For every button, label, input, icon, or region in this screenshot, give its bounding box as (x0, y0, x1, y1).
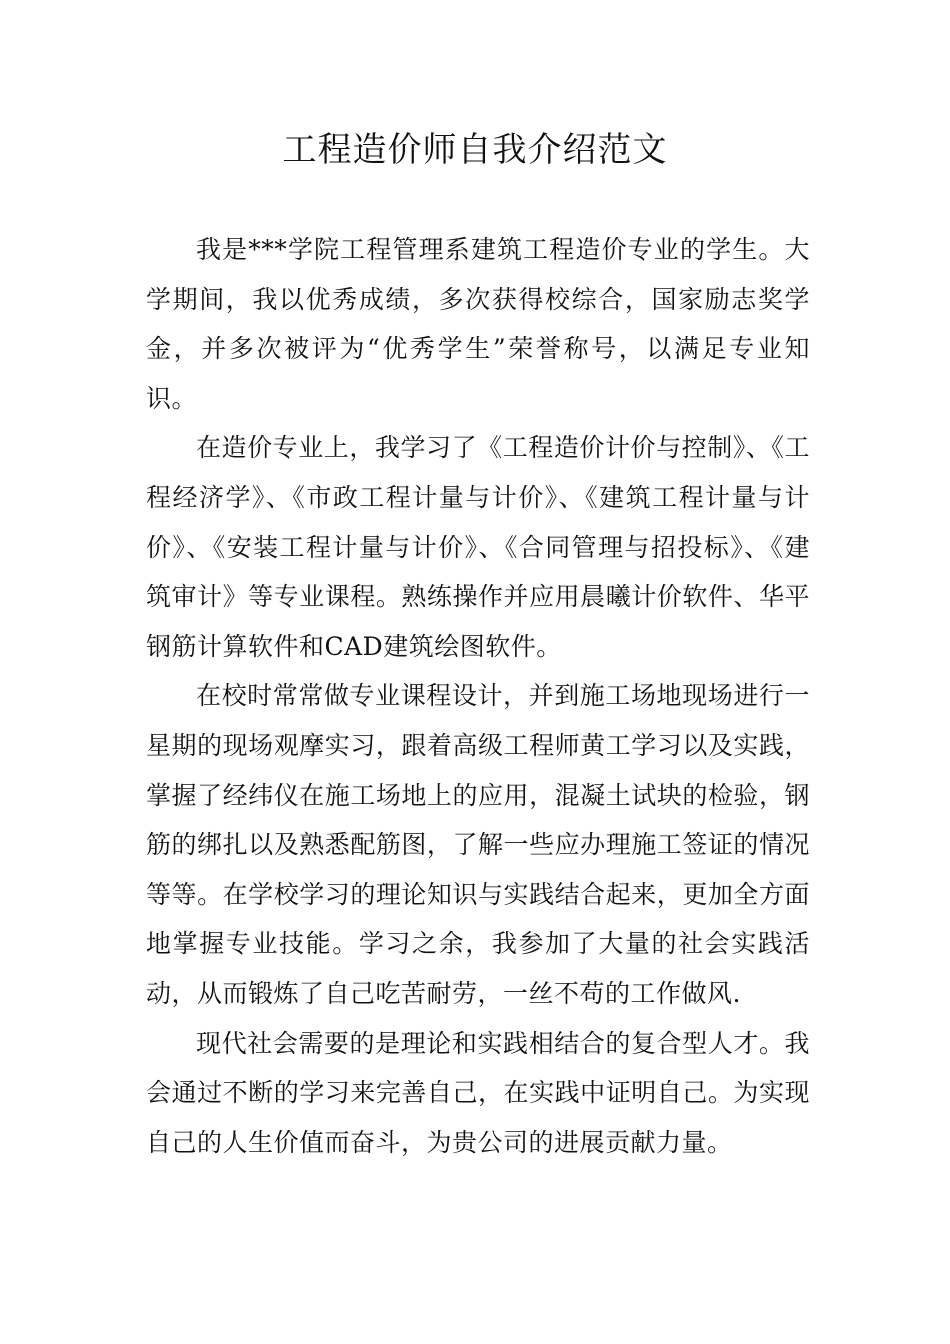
document-title: 工程造价师自我介绍范文 (282, 130, 668, 170)
paragraph-introduction: 我是***学院工程管理系建筑工程造价专业的学生。大学期间，我以优秀成绩，多次获得校综合，国家励志奖学金，并多次被评为“优秀学生”荣誉称号，以满足专业知识。 (146, 235, 810, 413)
document-body (146, 225, 810, 1167)
paragraph-courses: 在造价专业上，我学习了《工程造价计价与控制》、《工程经济学》、《市政工程计量与计价》、《建筑工程计量与计价》、《安装工程计量与计价》、《合同管理与招投标》、《建筑审计》等专业课程。熟练操作并应用晨曦计价软件、华平钢筋计算软件和CAD建筑绘图软件。 (146, 433, 810, 661)
paragraph-practice: 在校时常常做专业课程设计，并到施工场地现场进行一星期的现场观摩实习，跟着高级工程师黄工学习以及实践，掌握了经纬仪在施工场地上的应用，混凝土试块的检验，钢筋的绑扎以及熟悉配筋图，了解一些应办理施工签证的情况等等。在学校学习的理论知识与实践结合起来，更加全方面地掌握专业技能。学习之余，我参加了大量的社会实践活动，从而锻炼了自己吃苦耐劳，一丝不苟的工作做风. (146, 681, 810, 1008)
paragraph-conclusion: 现代社会需要的是理论和实践相结合的复合型人才。我会通过不断的学习来完善自己，在实践中证明自己。为实现自己的人生价值而奋斗，为贵公司的进展贡献力量。 (146, 1028, 810, 1157)
